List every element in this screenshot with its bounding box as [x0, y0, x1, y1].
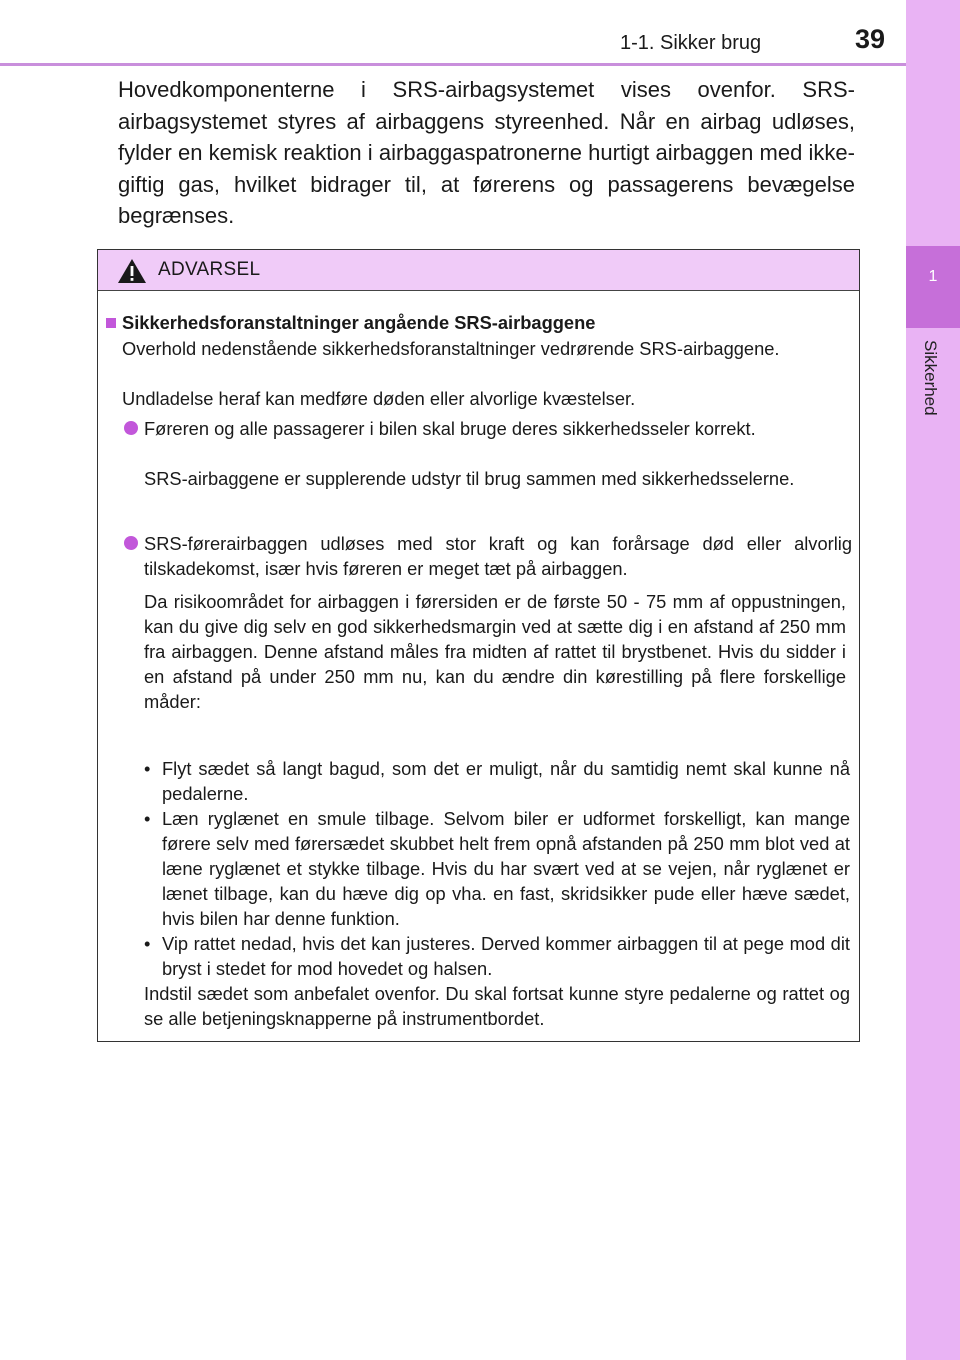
intro-paragraph: Hovedkomponenterne i SRS-airbagsystemet vises ovenfor. SRS-airbagsystemet styres af airbaggens styreenhed. Når en airbag udløses, fylder en kemisk reaktion i airbaggaspatronerne hurtigt airbaggen med ikke-giftig gas, hvilket bidrager til, at førerens og passagerens bevægelse begrænses.	[118, 77, 855, 228]
section-title: 1-1. Sikker brug	[620, 32, 762, 54]
warning-title: ADVARSEL	[158, 259, 261, 280]
chapter-number-box	[906, 246, 960, 328]
chapter-number: 1	[928, 268, 938, 285]
header-rule	[0, 63, 906, 66]
dash-list	[144, 756, 850, 1031]
risk-paragraph: Da risikoområdet for airbaggen i førersiden er de første 50 - 75 mm af oppustningen, kan du give dig selv en god sikkerhedsmargin ved at sætte dig i en afstand af 250 mm fra airbaggen. Denne afstand måles fra midten af rattet til brystbenet. Hvis du sidder i en afstand på under 250 mm nu, kan du ændre din kørestilling på flere forskellige måder:	[144, 591, 846, 712]
chapter-title: Sikkerhed	[921, 340, 940, 416]
round-bullet-icon	[124, 421, 138, 435]
bullet1-line1: Føreren og alle passagerer i bilen skal bruge deres sikkerhedsseler korrekt.	[144, 418, 756, 439]
page-number: 39	[855, 24, 886, 54]
warning-header	[98, 250, 859, 291]
warning-subheading	[106, 310, 846, 335]
dash-list-item	[144, 806, 850, 931]
dash-item-text: Flyt sædet så langt bagud, som det er muligt, når du samtidig nemt skal kunne nå pedalerne.	[162, 758, 850, 804]
dash-item-text: Læn ryglænet en smule tilbage. Selvom biler er udformet forskelligt, kan mange førere selv med førersædet skubbet helt frem opnå afstanden på 250 mm blot ved at læne ryglænet et stykke tilbage. Hvis du har svært ved at se vejen, når ryglænet er lænet tilbage, kan du hæve dig op vha. en fast, skridsikker pude eller hæve sædet, hvis bilen har denne funktion.	[162, 808, 850, 929]
round-bullet-icon	[124, 536, 138, 550]
dash-bullet: •	[144, 758, 151, 779]
chapter-tab-strip	[906, 0, 960, 1360]
warning-triangle-icon	[117, 258, 147, 284]
warning-box	[97, 249, 860, 1042]
dash-item-text: Vip rattet nedad, hvis det kan justeres. Derved kommer airbaggen til at pege mod dit bryst i stedet for mod hovedet og halsen.	[162, 933, 850, 979]
dash-bullet: •	[144, 808, 151, 829]
dash-bullet: •	[144, 933, 151, 954]
closing-paragraph: Indstil sædet som anbefalet ovenfor. Du skal fortsat kunne styre pedalerne og rattet og se alle betjeningsknapperne på instrumentbordet.	[144, 983, 850, 1029]
bullet1-line2: SRS-airbaggene er supplerende udstyr til brug sammen med sikkerhedsselerne.	[144, 468, 795, 489]
warning-subheading-text: Sikkerhedsforanstaltninger angående SRS-airbaggene	[122, 312, 596, 333]
dash-list-item	[144, 931, 850, 981]
warning-intro-line1: Overhold nedenstående sikkerhedsforanstaltninger vedrørende SRS-airbaggene.	[122, 338, 780, 359]
dash-list-item	[144, 756, 850, 806]
warning-intro-line2: Undladelse heraf kan medføre døden eller alvorlige kvæstelser.	[122, 388, 636, 409]
bullet2-text: SRS-førerairbaggen udløses med stor kraft og kan forårsage død eller alvorlig tilskadekomst, især hvis føreren er meget tæt på airbaggen.	[144, 533, 852, 579]
square-bullet-icon	[106, 318, 116, 328]
